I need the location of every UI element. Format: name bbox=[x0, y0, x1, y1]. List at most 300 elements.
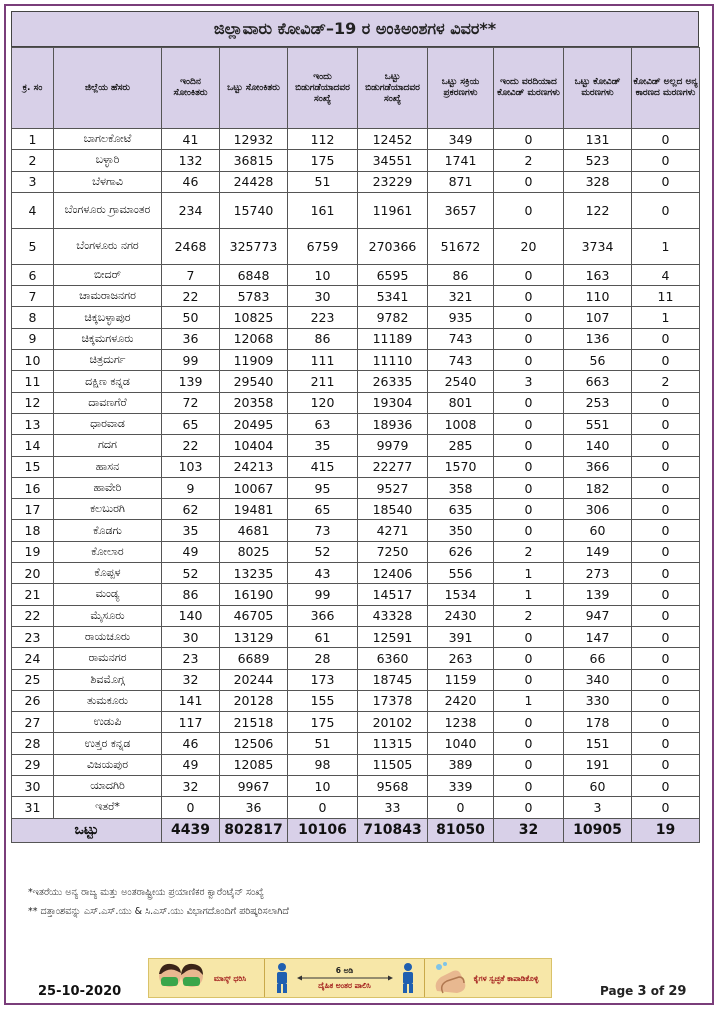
cell-district: ಕಲಬುರಗಿ bbox=[54, 499, 162, 520]
cell-value: 117 bbox=[162, 712, 220, 733]
cell-value: 0 bbox=[494, 712, 564, 733]
cell-value: 330 bbox=[564, 690, 632, 711]
cell-value: 0 bbox=[494, 392, 564, 413]
table-row bbox=[12, 584, 700, 605]
cell-value: 103 bbox=[162, 456, 220, 477]
total-deaths: 10905 bbox=[564, 818, 632, 842]
cell-sl-no: 6 bbox=[12, 264, 54, 285]
cell-value: 0 bbox=[494, 648, 564, 669]
cell-value: 20244 bbox=[220, 669, 288, 690]
cell-value: 2468 bbox=[162, 228, 220, 264]
cell-value: 2430 bbox=[428, 605, 494, 626]
cell-value: 743 bbox=[428, 328, 494, 349]
cell-value: 0 bbox=[494, 797, 564, 818]
cell-sl-no: 16 bbox=[12, 477, 54, 498]
cell-value: 28 bbox=[288, 648, 358, 669]
cell-value: 3734 bbox=[564, 228, 632, 264]
table-row bbox=[12, 228, 700, 264]
cell-value: 0 bbox=[494, 192, 564, 228]
cell-value: 6848 bbox=[220, 264, 288, 285]
district-covid-table bbox=[11, 47, 700, 843]
cell-district: ರಾಯಚೂರು bbox=[54, 626, 162, 647]
cell-value: 22 bbox=[162, 286, 220, 307]
cell-district: ಚಾಮರಾಜನಗರ bbox=[54, 286, 162, 307]
cell-value: 0 bbox=[428, 797, 494, 818]
cell-value: 0 bbox=[632, 192, 700, 228]
cell-value: 149 bbox=[564, 541, 632, 562]
cell-value: 328 bbox=[564, 171, 632, 192]
cell-value: 663 bbox=[564, 371, 632, 392]
cell-value: 155 bbox=[288, 690, 358, 711]
cell-value: 0 bbox=[494, 754, 564, 775]
cell-value: 0 bbox=[632, 776, 700, 797]
cell-value: 273 bbox=[564, 563, 632, 584]
total-today-deaths: 32 bbox=[494, 818, 564, 842]
cell-value: 0 bbox=[632, 520, 700, 541]
cell-value: 51672 bbox=[428, 228, 494, 264]
cell-value: 163 bbox=[564, 264, 632, 285]
cell-sl-no: 20 bbox=[12, 563, 54, 584]
cell-value: 17378 bbox=[358, 690, 428, 711]
cell-value: 6595 bbox=[358, 264, 428, 285]
cell-value: 9979 bbox=[358, 435, 428, 456]
cell-value: 141 bbox=[162, 690, 220, 711]
cell-value: 120 bbox=[288, 392, 358, 413]
cell-value: 0 bbox=[162, 797, 220, 818]
cell-value: 871 bbox=[428, 171, 494, 192]
cell-value: 10 bbox=[288, 264, 358, 285]
hand-wash-icon bbox=[431, 961, 471, 995]
cell-value: 0 bbox=[494, 456, 564, 477]
header-sl-no: ಕ್ರ. ಸಂ bbox=[12, 48, 54, 129]
cell-value: 0 bbox=[632, 499, 700, 520]
cell-value: 2420 bbox=[428, 690, 494, 711]
cell-district: ಕೊಡಗು bbox=[54, 520, 162, 541]
cell-value: 626 bbox=[428, 541, 494, 562]
table-row bbox=[12, 669, 700, 690]
table-row bbox=[12, 626, 700, 647]
table-row bbox=[12, 563, 700, 584]
table-row bbox=[12, 286, 700, 307]
cell-value: 2 bbox=[632, 371, 700, 392]
cell-value: 139 bbox=[564, 584, 632, 605]
cell-value: 11961 bbox=[358, 192, 428, 228]
cell-value: 98 bbox=[288, 754, 358, 775]
cell-value: 46 bbox=[162, 733, 220, 754]
cell-sl-no: 31 bbox=[12, 797, 54, 818]
header-today-deaths: ಇಂದು ವರದಿಯಾದ ಕೋವಿಡ್ ಮರಣಗಳು bbox=[494, 48, 564, 129]
cell-value: 0 bbox=[632, 392, 700, 413]
cell-value: 32 bbox=[162, 669, 220, 690]
cell-district: ಬೆಳಗಾವಿ bbox=[54, 171, 162, 192]
cell-value: 151 bbox=[564, 733, 632, 754]
cell-value: 12406 bbox=[358, 563, 428, 584]
cell-value: 16190 bbox=[220, 584, 288, 605]
cell-value: 6759 bbox=[288, 228, 358, 264]
cell-value: 3 bbox=[564, 797, 632, 818]
cell-value: 0 bbox=[494, 328, 564, 349]
cell-value: 9782 bbox=[358, 307, 428, 328]
cell-value: 1570 bbox=[428, 456, 494, 477]
cell-district: ಬಳ್ಳಾರಿ bbox=[54, 150, 162, 171]
cell-value: 178 bbox=[564, 712, 632, 733]
cell-value: 140 bbox=[564, 435, 632, 456]
cell-district: ವಿಜಯಪುರ bbox=[54, 754, 162, 775]
cell-value: 19481 bbox=[220, 499, 288, 520]
cell-value: 0 bbox=[632, 328, 700, 349]
cell-value: 1 bbox=[494, 584, 564, 605]
cell-value: 321 bbox=[428, 286, 494, 307]
cell-value: 182 bbox=[564, 477, 632, 498]
cell-value: 285 bbox=[428, 435, 494, 456]
table-row bbox=[12, 477, 700, 498]
cell-district: ಶಿವಮೊಗ್ಗ bbox=[54, 669, 162, 690]
cell-value: 1 bbox=[494, 690, 564, 711]
cell-value: 51 bbox=[288, 171, 358, 192]
cell-value: 0 bbox=[494, 776, 564, 797]
cell-district: ಬಾಗಲಕೋಟೆ bbox=[54, 129, 162, 150]
cell-value: 175 bbox=[288, 150, 358, 171]
cell-value: 175 bbox=[288, 712, 358, 733]
cell-value: 0 bbox=[632, 541, 700, 562]
cell-value: 0 bbox=[494, 350, 564, 371]
cell-sl-no: 27 bbox=[12, 712, 54, 733]
cell-value: 0 bbox=[494, 307, 564, 328]
cell-value: 49 bbox=[162, 541, 220, 562]
cell-value: 10067 bbox=[220, 477, 288, 498]
header-total-discharged: ಒಟ್ಟು ಬಿಡುಗಡೆಯಾದವರ ಸಂಖ್ಯೆ bbox=[358, 48, 428, 129]
footnote-data-source: ** ದತ್ತಾಂಶವನ್ನು ಎಸ್.ಎಸ್.ಯು & ಸಿ.ಎಸ್.ಯು ವಿಭಾಗದೊಂದಿಗೆ ಪರಿಷ್ಕರಿಸಲಾಗಿದೆ bbox=[28, 906, 289, 917]
page-total: 29 bbox=[668, 984, 687, 999]
cell-value: 10404 bbox=[220, 435, 288, 456]
cell-value: 7 bbox=[162, 264, 220, 285]
cell-value: 52 bbox=[162, 563, 220, 584]
cell-sl-no: 26 bbox=[12, 690, 54, 711]
cell-value: 9568 bbox=[358, 776, 428, 797]
cell-district: ಬೆಂಗಳೂರು ಗ್ರಾಮಾಂತರ bbox=[54, 192, 162, 228]
cell-value: 0 bbox=[632, 413, 700, 434]
cell-value: 11 bbox=[632, 286, 700, 307]
cell-sl-no: 3 bbox=[12, 171, 54, 192]
cell-value: 110 bbox=[564, 286, 632, 307]
mask-segment bbox=[149, 959, 265, 997]
total-discharged: 710843 bbox=[358, 818, 428, 842]
total-today-positive: 4439 bbox=[162, 818, 220, 842]
cell-value: 66 bbox=[564, 648, 632, 669]
cell-value: 0 bbox=[494, 129, 564, 150]
total-row bbox=[12, 818, 700, 842]
distance-indicator bbox=[297, 966, 393, 990]
table-row bbox=[12, 690, 700, 711]
cell-value: 22277 bbox=[358, 456, 428, 477]
cell-value: 2540 bbox=[428, 371, 494, 392]
cell-value: 743 bbox=[428, 350, 494, 371]
cell-value: 935 bbox=[428, 307, 494, 328]
cell-sl-no: 29 bbox=[12, 754, 54, 775]
cell-value: 211 bbox=[288, 371, 358, 392]
cell-value: 5783 bbox=[220, 286, 288, 307]
cell-value: 339 bbox=[428, 776, 494, 797]
total-non-covid-deaths: 19 bbox=[632, 818, 700, 842]
distance-label: 6 ಅಡಿ bbox=[335, 966, 354, 975]
cell-value: 36 bbox=[220, 797, 288, 818]
table-row bbox=[12, 129, 700, 150]
cell-value: 0 bbox=[632, 477, 700, 498]
cell-value: 366 bbox=[288, 605, 358, 626]
cell-value: 0 bbox=[632, 797, 700, 818]
cell-value: 51 bbox=[288, 733, 358, 754]
cell-value: 191 bbox=[564, 754, 632, 775]
table-row bbox=[12, 413, 700, 434]
cell-value: 234 bbox=[162, 192, 220, 228]
cell-district: ಚಿಕ್ಕಬಳ್ಳಾಪುರ bbox=[54, 307, 162, 328]
cell-value: 340 bbox=[564, 669, 632, 690]
cell-value: 56 bbox=[564, 350, 632, 371]
cell-value: 349 bbox=[428, 129, 494, 150]
total-label: ಒಟ್ಟು bbox=[12, 818, 162, 842]
total-active: 81050 bbox=[428, 818, 494, 842]
table-row bbox=[12, 192, 700, 228]
cell-sl-no: 25 bbox=[12, 669, 54, 690]
cell-district: ದಕ್ಷಿಣ ಕನ್ನಡ bbox=[54, 371, 162, 392]
cell-value: 0 bbox=[632, 584, 700, 605]
cell-sl-no: 9 bbox=[12, 328, 54, 349]
header-active-cases: ಒಟ್ಟು ಸಕ್ರಿಯ ಪ್ರಕರಣಗಳು bbox=[428, 48, 494, 129]
cell-value: 3657 bbox=[428, 192, 494, 228]
footnote-others: *ಇತರೆಯು ಅನ್ಯ ರಾಜ್ಯ ಮತ್ತು ಅಂತರಾಷ್ಟ್ರೀಯ ಪ್ರಯಾಣಿಕರ ಕ್ವಾರೆಂಟೈನ್ ಸಂಖ್ಯೆ bbox=[28, 887, 264, 898]
table-row bbox=[12, 392, 700, 413]
cell-value: 20128 bbox=[220, 690, 288, 711]
distance-segment bbox=[265, 959, 425, 997]
person-icon bbox=[273, 962, 291, 994]
person-icon bbox=[399, 962, 417, 994]
cell-value: 6689 bbox=[220, 648, 288, 669]
cell-value: 350 bbox=[428, 520, 494, 541]
header-total-deaths: ಒಟ್ಟು ಕೋವಿಡ್ ಮರಣಗಳು bbox=[564, 48, 632, 129]
table-row bbox=[12, 435, 700, 456]
cell-value: 11189 bbox=[358, 328, 428, 349]
cell-district: ದಾವಣಗೆರೆ bbox=[54, 392, 162, 413]
cell-value: 9 bbox=[162, 477, 220, 498]
table-row bbox=[12, 150, 700, 171]
cell-value: 11505 bbox=[358, 754, 428, 775]
page-sep: of bbox=[650, 984, 665, 998]
cell-value: 36815 bbox=[220, 150, 288, 171]
cell-value: 139 bbox=[162, 371, 220, 392]
cell-value: 306 bbox=[564, 499, 632, 520]
cell-value: 10 bbox=[288, 776, 358, 797]
cell-value: 35 bbox=[288, 435, 358, 456]
cell-sl-no: 24 bbox=[12, 648, 54, 669]
cell-value: 72 bbox=[162, 392, 220, 413]
cell-value: 132 bbox=[162, 150, 220, 171]
cell-value: 18540 bbox=[358, 499, 428, 520]
cell-value: 391 bbox=[428, 626, 494, 647]
cell-value: 46705 bbox=[220, 605, 288, 626]
cell-sl-no: 30 bbox=[12, 776, 54, 797]
table-row bbox=[12, 797, 700, 818]
cell-value: 1 bbox=[632, 307, 700, 328]
cell-sl-no: 15 bbox=[12, 456, 54, 477]
cell-value: 325773 bbox=[220, 228, 288, 264]
cell-value: 9527 bbox=[358, 477, 428, 498]
total-positive: 802817 bbox=[220, 818, 288, 842]
cell-value: 0 bbox=[632, 605, 700, 626]
cell-value: 122 bbox=[564, 192, 632, 228]
cell-value: 35 bbox=[162, 520, 220, 541]
cell-value: 556 bbox=[428, 563, 494, 584]
cell-value: 10825 bbox=[220, 307, 288, 328]
cell-sl-no: 22 bbox=[12, 605, 54, 626]
cell-value: 1159 bbox=[428, 669, 494, 690]
page-prefix: Page bbox=[600, 984, 634, 998]
cell-value: 0 bbox=[632, 456, 700, 477]
cell-value: 26335 bbox=[358, 371, 428, 392]
cell-value: 112 bbox=[288, 129, 358, 150]
cell-value: 99 bbox=[162, 350, 220, 371]
cell-value: 60 bbox=[564, 776, 632, 797]
cell-value: 366 bbox=[564, 456, 632, 477]
cell-sl-no: 18 bbox=[12, 520, 54, 541]
cell-value: 43328 bbox=[358, 605, 428, 626]
cell-value: 50 bbox=[162, 307, 220, 328]
cell-value: 4271 bbox=[358, 520, 428, 541]
cell-value: 0 bbox=[494, 264, 564, 285]
cell-value: 34551 bbox=[358, 150, 428, 171]
cell-value: 8025 bbox=[220, 541, 288, 562]
cell-value: 19304 bbox=[358, 392, 428, 413]
cell-value: 0 bbox=[494, 286, 564, 307]
cell-sl-no: 13 bbox=[12, 413, 54, 434]
cell-value: 0 bbox=[494, 669, 564, 690]
cell-value: 65 bbox=[288, 499, 358, 520]
cell-value: 20358 bbox=[220, 392, 288, 413]
cell-value: 30 bbox=[162, 626, 220, 647]
table-row bbox=[12, 605, 700, 626]
cell-sl-no: 7 bbox=[12, 286, 54, 307]
cell-value: 41 bbox=[162, 129, 220, 150]
cell-value: 63 bbox=[288, 413, 358, 434]
cell-value: 36 bbox=[162, 328, 220, 349]
cell-value: 1 bbox=[632, 228, 700, 264]
cell-sl-no: 17 bbox=[12, 499, 54, 520]
table-title: ಜಿಲ್ಲಾವಾರು ಕೋವಿಡ್–19 ರ ಅಂಕಿಅಂಶಗಳ ವಿವರ** bbox=[11, 11, 699, 47]
cell-value: 13235 bbox=[220, 563, 288, 584]
cell-district: ಧಾರವಾಡ bbox=[54, 413, 162, 434]
table-header-row bbox=[12, 48, 700, 129]
cell-value: 0 bbox=[288, 797, 358, 818]
cell-value: 20102 bbox=[358, 712, 428, 733]
cell-value: 60 bbox=[564, 520, 632, 541]
cell-value: 12591 bbox=[358, 626, 428, 647]
cell-value: 0 bbox=[632, 150, 700, 171]
table-row bbox=[12, 371, 700, 392]
cell-value: 46 bbox=[162, 171, 220, 192]
cell-value: 11909 bbox=[220, 350, 288, 371]
cell-value: 18936 bbox=[358, 413, 428, 434]
cell-value: 0 bbox=[494, 520, 564, 541]
cell-value: 0 bbox=[632, 669, 700, 690]
cell-sl-no: 12 bbox=[12, 392, 54, 413]
cell-district: ಉಡುಪಿ bbox=[54, 712, 162, 733]
cell-value: 263 bbox=[428, 648, 494, 669]
cell-value: 0 bbox=[494, 477, 564, 498]
cell-value: 29540 bbox=[220, 371, 288, 392]
table-row bbox=[12, 264, 700, 285]
cell-value: 0 bbox=[632, 129, 700, 150]
cell-value: 12506 bbox=[220, 733, 288, 754]
cell-value: 0 bbox=[632, 754, 700, 775]
cell-value: 0 bbox=[632, 626, 700, 647]
cell-sl-no: 23 bbox=[12, 626, 54, 647]
cell-value: 0 bbox=[632, 712, 700, 733]
cell-district: ಬೆಂಗಳೂರು ನಗರ bbox=[54, 228, 162, 264]
cell-value: 12085 bbox=[220, 754, 288, 775]
header-district: ಜಿಲ್ಲೆಯ ಹೆಸರು bbox=[54, 48, 162, 129]
cell-value: 1741 bbox=[428, 150, 494, 171]
cell-value: 13129 bbox=[220, 626, 288, 647]
page-number bbox=[600, 984, 686, 999]
cell-value: 86 bbox=[162, 584, 220, 605]
cell-value: 30 bbox=[288, 286, 358, 307]
cell-value: 5341 bbox=[358, 286, 428, 307]
table-row bbox=[12, 307, 700, 328]
cell-value: 7250 bbox=[358, 541, 428, 562]
cell-district: ಕೋಲಾರ bbox=[54, 541, 162, 562]
cell-value: 14517 bbox=[358, 584, 428, 605]
cell-sl-no: 19 bbox=[12, 541, 54, 562]
cell-value: 86 bbox=[428, 264, 494, 285]
cell-value: 358 bbox=[428, 477, 494, 498]
cell-value: 65 bbox=[162, 413, 220, 434]
cell-value: 22 bbox=[162, 435, 220, 456]
header-total-positive: ಒಟ್ಟು ಸೋಂಕಿತರು bbox=[220, 48, 288, 129]
cell-value: 2 bbox=[494, 150, 564, 171]
cell-value: 95 bbox=[288, 477, 358, 498]
cell-value: 12452 bbox=[358, 129, 428, 150]
hand-wash-text: ಕೈಗಳ ಸ್ವಚ್ಛತೆ ಕಾಪಾಡಿಕೊಳ್ಳಿ bbox=[473, 973, 539, 983]
table-row bbox=[12, 171, 700, 192]
cell-value: 18745 bbox=[358, 669, 428, 690]
page-current: 3 bbox=[637, 984, 647, 999]
cell-value: 1 bbox=[494, 563, 564, 584]
cell-district: ಮೈಸೂರು bbox=[54, 605, 162, 626]
cell-value: 99 bbox=[288, 584, 358, 605]
cell-value: 801 bbox=[428, 392, 494, 413]
cell-sl-no: 11 bbox=[12, 371, 54, 392]
cell-value: 86 bbox=[288, 328, 358, 349]
cell-value: 33 bbox=[358, 797, 428, 818]
cell-value: 0 bbox=[494, 499, 564, 520]
cell-sl-no: 28 bbox=[12, 733, 54, 754]
distance-text: ದೈಹಿಕ ಅಂತರ ಪಾಲಿಸಿ bbox=[318, 981, 371, 990]
cell-sl-no: 2 bbox=[12, 150, 54, 171]
cell-value: 32 bbox=[162, 776, 220, 797]
cell-district: ಚಿತ್ರದುರ್ಗ bbox=[54, 350, 162, 371]
cell-value: 0 bbox=[494, 171, 564, 192]
cell-value: 3 bbox=[494, 371, 564, 392]
cell-value: 389 bbox=[428, 754, 494, 775]
table-row bbox=[12, 541, 700, 562]
cell-value: 0 bbox=[494, 626, 564, 647]
cell-value: 0 bbox=[632, 350, 700, 371]
masked-faces-icon bbox=[155, 961, 207, 995]
cell-sl-no: 5 bbox=[12, 228, 54, 264]
mask-text: ಮಾಸ್ಕ್ ಧರಿಸಿ bbox=[213, 973, 247, 983]
cell-value: 635 bbox=[428, 499, 494, 520]
table-row bbox=[12, 754, 700, 775]
cell-value: 0 bbox=[494, 413, 564, 434]
